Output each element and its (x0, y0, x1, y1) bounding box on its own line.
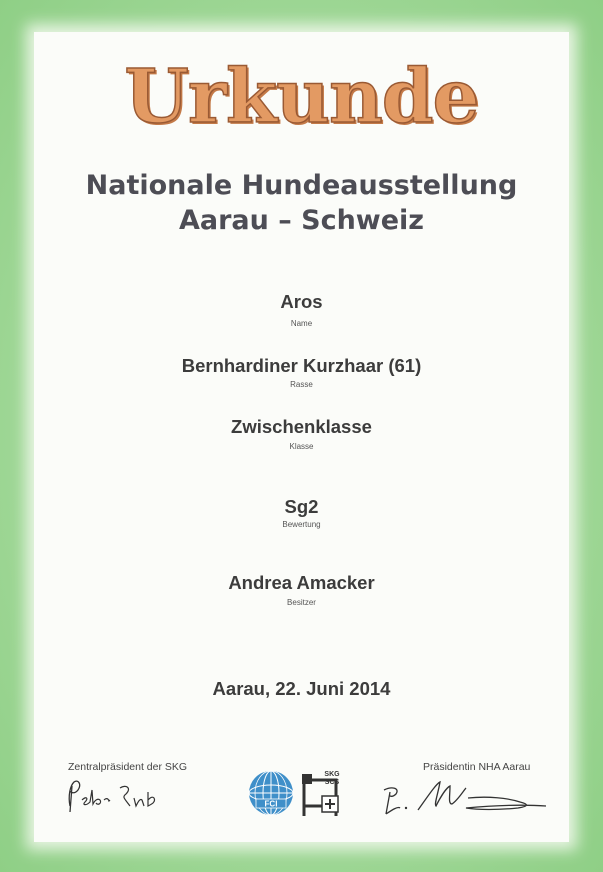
rating-label: Bewertung (282, 520, 321, 529)
dog-name-value: Aros (280, 291, 323, 312)
left-signatory-title: Zentralpräsident der SKG (68, 761, 188, 773)
certificate-title: Urkunde (124, 54, 479, 140)
class-label: Klasse (289, 442, 314, 451)
right-signatory-title: Präsidentin NHA Aarau (423, 761, 531, 773)
owner-label: Besitzer (287, 598, 316, 607)
fci-logo-text: FCI (264, 799, 278, 809)
rating-value: Sg2 (284, 496, 319, 517)
skg-dog-icon (300, 766, 348, 818)
class-value: Zwischenklasse (231, 416, 372, 437)
breed-value: Bernhardiner Kurzhaar (61) (181, 355, 422, 376)
fci-globe-icon (246, 768, 296, 818)
breed-label: Rasse (290, 380, 313, 389)
event-name: Nationale Hundeausstellung (85, 170, 518, 201)
left-signature (62, 776, 172, 820)
skg-logo-text-top: SKG (324, 771, 340, 778)
dog-name-label: Name (290, 319, 313, 328)
owner-value: Andrea Amacker (228, 572, 375, 593)
event-location: Aarau – Schweiz (178, 205, 425, 236)
right-signature (378, 776, 558, 822)
place-and-date: Aarau, 22. Juni 2014 (212, 678, 391, 699)
skg-logo-text-bottom: SCS (324, 779, 340, 786)
